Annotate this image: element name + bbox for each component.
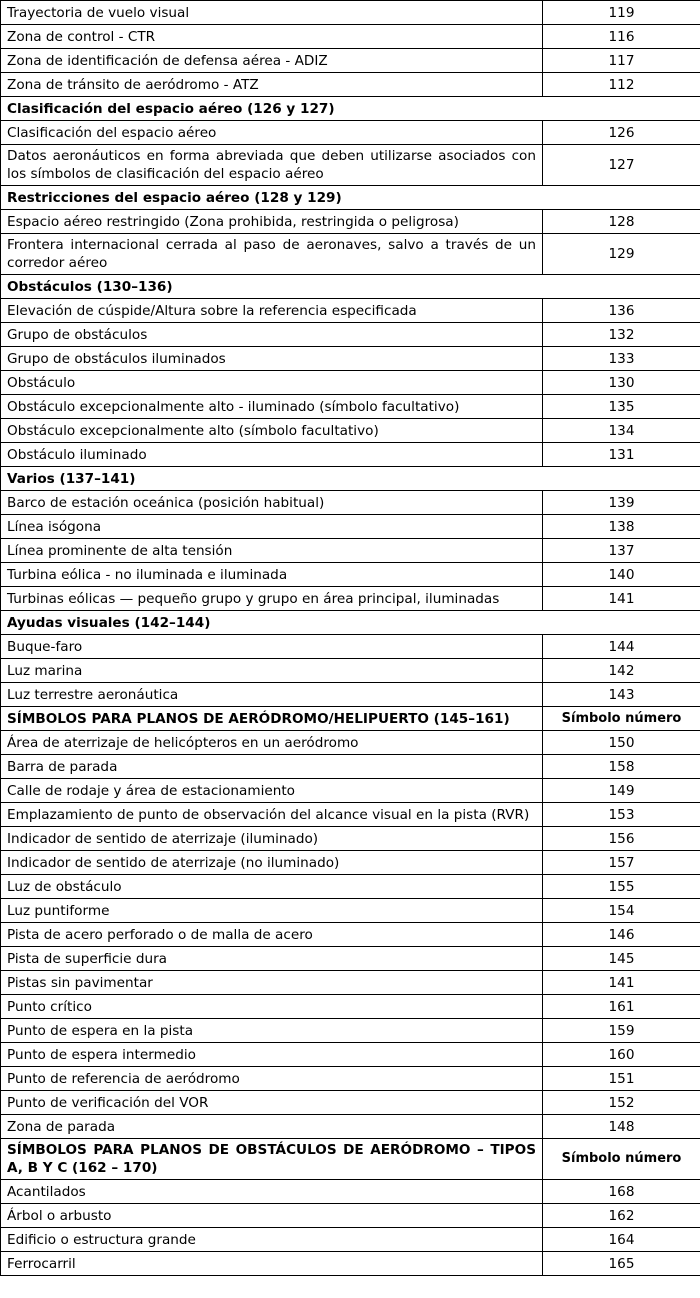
symbol-number: 132 [543, 323, 700, 347]
table-row [1, 851, 700, 875]
symbol-number: 131 [543, 443, 700, 467]
symbol-name: Emplazamiento de punto de observación del alcance visual en la pista (RVR) [1, 803, 543, 827]
table-row [1, 683, 700, 707]
section-header-row [1, 1139, 700, 1180]
table-row [1, 73, 700, 97]
table-row [1, 121, 700, 145]
symbol-number: 144 [543, 635, 700, 659]
symbol-name: Árbol o arbusto [1, 1204, 543, 1228]
symbol-number-header: Símbolo número [543, 707, 700, 731]
category-title: Restricciones del espacio aéreo (128 y 129) [1, 186, 700, 210]
symbol-number: 149 [543, 779, 700, 803]
table-row [1, 539, 700, 563]
table-row [1, 443, 700, 467]
symbol-name: Grupo de obstáculos iluminados [1, 347, 543, 371]
symbol-name: Punto de espera intermedio [1, 1043, 543, 1067]
table-row [1, 210, 700, 234]
table-row [1, 587, 700, 611]
symbol-name: Obstáculo iluminado [1, 443, 543, 467]
table-row [1, 323, 700, 347]
symbol-number: 159 [543, 1019, 700, 1043]
table-row [1, 1115, 700, 1139]
table-row [1, 299, 700, 323]
symbol-number: 139 [543, 491, 700, 515]
symbol-number: 161 [543, 995, 700, 1019]
symbol-name: Zona de parada [1, 1115, 543, 1139]
table-row [1, 1204, 700, 1228]
symbol-name: Pista de superficie dura [1, 947, 543, 971]
symbol-number: 128 [543, 210, 700, 234]
symbol-name: Edificio o estructura grande [1, 1228, 543, 1252]
symbol-name: Punto de verificación del VOR [1, 1091, 543, 1115]
symbol-name: Área de aterrizaje de helicópteros en un aeródromo [1, 731, 543, 755]
symbol-number: 164 [543, 1228, 700, 1252]
symbol-name: Obstáculo excepcionalmente alto - iluminado (símbolo facultativo) [1, 395, 543, 419]
symbol-name: Acantilados [1, 1180, 543, 1204]
table-row [1, 347, 700, 371]
table-row [1, 49, 700, 73]
symbol-number: 141 [543, 971, 700, 995]
symbol-name: Turbinas eólicas — pequeño grupo y grupo en área principal, iluminadas [1, 587, 543, 611]
symbol-number: 155 [543, 875, 700, 899]
table-row [1, 515, 700, 539]
table-row [1, 875, 700, 899]
symbol-name: Grupo de obstáculos [1, 323, 543, 347]
symbol-number: 168 [543, 1180, 700, 1204]
table-row [1, 145, 700, 186]
symbol-number: 154 [543, 899, 700, 923]
symbol-number: 146 [543, 923, 700, 947]
category-title: Varios (137–141) [1, 467, 700, 491]
table-row [1, 1180, 700, 1204]
table-row [1, 234, 700, 275]
table-row [1, 419, 700, 443]
symbol-name: Obstáculo excepcionalmente alto (símbolo facultativo) [1, 419, 543, 443]
symbol-number: 138 [543, 515, 700, 539]
symbol-number: 119 [543, 1, 700, 25]
category-header-row [1, 275, 700, 299]
symbol-number: 136 [543, 299, 700, 323]
symbol-number: 140 [543, 563, 700, 587]
table-row [1, 1252, 700, 1276]
table-row [1, 395, 700, 419]
table-row [1, 779, 700, 803]
table-row [1, 371, 700, 395]
symbol-number: 158 [543, 755, 700, 779]
symbol-name: Barra de parada [1, 755, 543, 779]
table-body [1, 1, 700, 1276]
symbol-name: Clasificación del espacio aéreo [1, 121, 543, 145]
symbol-name: Zona de identificación de defensa aérea - ADIZ [1, 49, 543, 73]
table-row [1, 755, 700, 779]
symbol-number: 130 [543, 371, 700, 395]
symbol-name: Trayectoria de vuelo visual [1, 1, 543, 25]
table-row [1, 659, 700, 683]
section-title: SÍMBOLOS PARA PLANOS DE AERÓDROMO/HELIPUERTO (145–161) [1, 707, 543, 731]
symbol-number: 141 [543, 587, 700, 611]
symbol-number: 134 [543, 419, 700, 443]
symbol-number: 157 [543, 851, 700, 875]
symbol-number: 127 [543, 145, 700, 186]
symbol-name: Punto de espera en la pista [1, 1019, 543, 1043]
symbol-number: 156 [543, 827, 700, 851]
symbol-name: Buque-faro [1, 635, 543, 659]
table-row [1, 1228, 700, 1252]
table-row [1, 1, 700, 25]
table-row [1, 1019, 700, 1043]
symbol-name: Punto de referencia de aeródromo [1, 1067, 543, 1091]
symbol-number: 143 [543, 683, 700, 707]
symbol-number: 129 [543, 234, 700, 275]
table-row [1, 947, 700, 971]
category-title: Obstáculos (130–136) [1, 275, 700, 299]
symbol-number: 126 [543, 121, 700, 145]
category-header-row [1, 186, 700, 210]
table-row [1, 1067, 700, 1091]
category-header-row [1, 467, 700, 491]
symbol-name: Zona de tránsito de aeródromo - ATZ [1, 73, 543, 97]
symbol-number: 137 [543, 539, 700, 563]
symbol-name: Obstáculo [1, 371, 543, 395]
symbol-number-header: Símbolo número [543, 1139, 700, 1180]
symbol-name: Línea prominente de alta tensión [1, 539, 543, 563]
symbol-number: 142 [543, 659, 700, 683]
table-row [1, 971, 700, 995]
category-title: Ayudas visuales (142–144) [1, 611, 700, 635]
symbol-number: 133 [543, 347, 700, 371]
symbol-name: Luz marina [1, 659, 543, 683]
symbol-name: Espacio aéreo restringido (Zona prohibida, restringida o peligrosa) [1, 210, 543, 234]
symbol-name: Punto crítico [1, 995, 543, 1019]
symbol-number: 112 [543, 73, 700, 97]
symbol-name: Barco de estación oceánica (posición habitual) [1, 491, 543, 515]
section-header-row [1, 707, 700, 731]
symbol-number: 117 [543, 49, 700, 73]
table-row [1, 635, 700, 659]
symbol-name: Luz terrestre aeronáutica [1, 683, 543, 707]
symbol-name: Ferrocarril [1, 1252, 543, 1276]
table-row [1, 731, 700, 755]
symbol-name: Datos aeronáuticos en forma abreviada que deben utilizarse asociados con los símbolos de clasificación del espacio aéreo [1, 145, 543, 186]
symbol-number: 152 [543, 1091, 700, 1115]
symbol-number: 150 [543, 731, 700, 755]
category-header-row [1, 611, 700, 635]
table-row [1, 899, 700, 923]
category-header-row [1, 97, 700, 121]
symbol-name: Pistas sin pavimentar [1, 971, 543, 995]
table-row [1, 827, 700, 851]
symbol-name: Pista de acero perforado o de malla de acero [1, 923, 543, 947]
symbol-number: 145 [543, 947, 700, 971]
symbol-name: Calle de rodaje y área de estacionamiento [1, 779, 543, 803]
symbol-name: Zona de control - CTR [1, 25, 543, 49]
section-title: SÍMBOLOS PARA PLANOS DE OBSTÁCULOS DE AERÓDROMO – TIPOS A, B Y C (162 – 170) [1, 1139, 543, 1180]
symbol-name: Línea isógona [1, 515, 543, 539]
table-row [1, 491, 700, 515]
table-row [1, 563, 700, 587]
symbol-name: Indicador de sentido de aterrizaje (iluminado) [1, 827, 543, 851]
symbol-number: 151 [543, 1067, 700, 1091]
table-row [1, 25, 700, 49]
symbol-number: 153 [543, 803, 700, 827]
table-row [1, 803, 700, 827]
symbol-number: 160 [543, 1043, 700, 1067]
table-row [1, 1043, 700, 1067]
table-row [1, 1091, 700, 1115]
symbol-number: 162 [543, 1204, 700, 1228]
symbol-name: Luz puntiforme [1, 899, 543, 923]
symbol-number: 135 [543, 395, 700, 419]
table-row [1, 923, 700, 947]
symbol-number: 165 [543, 1252, 700, 1276]
symbol-number: 116 [543, 25, 700, 49]
symbol-name: Frontera internacional cerrada al paso de aeronaves, salvo a través de un corredor aéreo [1, 234, 543, 275]
table-row [1, 995, 700, 1019]
symbol-name: Luz de obstáculo [1, 875, 543, 899]
symbol-number: 148 [543, 1115, 700, 1139]
symbol-name: Elevación de cúspide/Altura sobre la referencia especificada [1, 299, 543, 323]
symbol-name: Indicador de sentido de aterrizaje (no iluminado) [1, 851, 543, 875]
symbol-name: Turbina eólica - no iluminada e iluminada [1, 563, 543, 587]
category-title: Clasificación del espacio aéreo (126 y 127) [1, 97, 700, 121]
